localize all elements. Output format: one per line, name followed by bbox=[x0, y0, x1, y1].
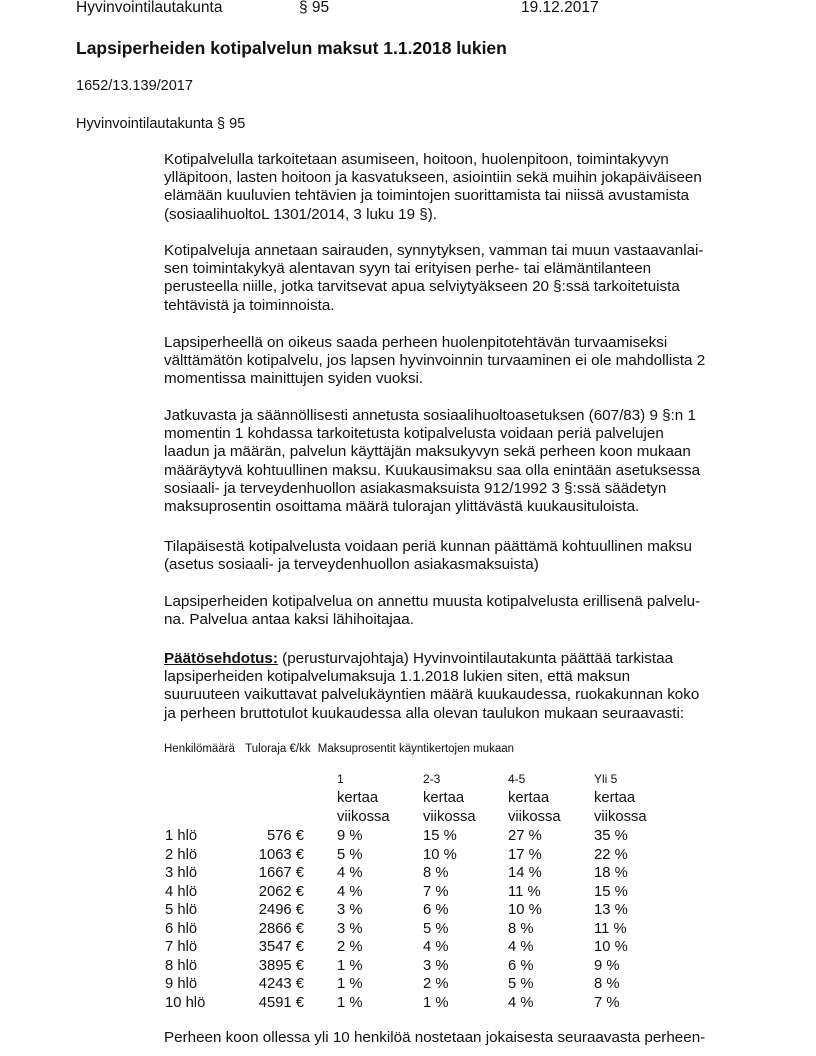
percent-cell: 6 % bbox=[508, 957, 534, 974]
text-line: Lapsiperheellä on oikeus saada perheen huolenpitotehtävän turvaamiseksi bbox=[164, 334, 668, 351]
text-line: ylläpitoon, lasten hoitoon ja kasvatukseen, asiointiin sekä muihin jokapäiväiseen bbox=[164, 169, 702, 187]
percent-cell: 3 % bbox=[337, 902, 363, 918]
text-line: elämään kuuluvien tehtävien ja toimintojen suorittamista tai niissä avustamista bbox=[164, 187, 690, 205]
text-line: Kotipalveluja annetaan sairauden, synnytyksen, vamman tai muun vastaavanlai- bbox=[164, 242, 704, 259]
text-line: suuruuteen vaikuttavat palvelukäyntien määrä kuukaudessa, ruokakunnan koko bbox=[164, 686, 700, 704]
persons-cell: 3 hlö bbox=[165, 865, 198, 881]
percent-cell: 6 % bbox=[423, 902, 449, 918]
table-row bbox=[0, 994, 816, 1013]
column-header-1 bbox=[337, 772, 390, 826]
income-limit-cell: 576 € bbox=[266, 828, 304, 844]
persons-cell: 6 hlö bbox=[165, 920, 198, 937]
table-row bbox=[0, 957, 816, 976]
income-limit-cell: 1063 € bbox=[258, 846, 304, 863]
percent-cell: 4 % bbox=[508, 939, 534, 955]
percent-cell: 5 % bbox=[423, 920, 449, 937]
persons-cell: 9 hlö bbox=[165, 976, 198, 992]
percent-cell: 35 % bbox=[594, 828, 628, 844]
column-header-2 bbox=[423, 772, 476, 826]
percent-cell: 5 % bbox=[508, 976, 534, 992]
record-number: 1652/13.139/2017 bbox=[76, 78, 193, 94]
header-date: 19.12.2017 bbox=[521, 0, 599, 16]
income-limit-cell: 4243 € bbox=[258, 976, 304, 992]
visit-unit: kertaa bbox=[508, 790, 550, 806]
percent-cell: 9 % bbox=[337, 828, 363, 844]
persons-cell: 5 hlö bbox=[165, 902, 198, 918]
paragraph-continuous-fee bbox=[164, 407, 744, 516]
percent-cell: 10 % bbox=[423, 846, 457, 863]
document-title: Lapsiperheiden kotipalvelun maksut 1.1.2018 lukien bbox=[76, 38, 507, 58]
table-row bbox=[0, 827, 816, 846]
text-line: lapsiperheiden kotipalvelumaksuja 1.1.2018 lukien siten, että maksun bbox=[164, 668, 631, 686]
percent-cell: 18 % bbox=[594, 865, 628, 881]
header-persons: Henkilömäärä bbox=[164, 743, 235, 755]
proposal-label: Päätösehdotus: bbox=[164, 650, 278, 667]
visit-unit: kertaa bbox=[337, 790, 379, 806]
percent-cell: 11 % bbox=[508, 883, 541, 900]
paragraph-temporary-fee bbox=[164, 538, 744, 574]
text-line: momentin 1 kohdassa tarkoitetusta kotipalvelusta voidaan periä palvelujen bbox=[164, 425, 664, 443]
visit-count: 4-5 bbox=[508, 772, 526, 786]
percent-cell: 11 % bbox=[594, 920, 627, 937]
percent-cell: 4 % bbox=[423, 939, 449, 955]
income-limit-cell: 3895 € bbox=[258, 957, 304, 974]
percent-cell: 15 % bbox=[594, 883, 628, 900]
table-row bbox=[0, 846, 816, 865]
paragraph-family-right bbox=[164, 334, 744, 389]
percent-cell: 13 % bbox=[594, 902, 628, 918]
percent-cell: 3 % bbox=[423, 957, 449, 974]
percent-cell: 1 % bbox=[423, 994, 449, 1011]
percent-cell: 10 % bbox=[508, 902, 542, 918]
percent-cell: 7 % bbox=[423, 883, 449, 900]
visit-per: viikossa bbox=[508, 808, 561, 825]
text-line: na. Palvelua antaa kaksi lähihoitajaa. bbox=[164, 611, 414, 629]
percent-cell: 2 % bbox=[337, 939, 363, 955]
paragraph-separate-service bbox=[164, 593, 744, 629]
paragraph-eligibility bbox=[164, 242, 744, 315]
income-limit-cell: 4591 € bbox=[258, 994, 304, 1011]
visit-per: viikossa bbox=[423, 808, 476, 825]
text-line: sen toimintakykyä alentavan syyn tai erityisen perhe- tai elämäntilanteen bbox=[164, 260, 652, 278]
committee-section: Hyvinvointilautakunta § 95 bbox=[76, 116, 246, 132]
column-header-4 bbox=[594, 772, 647, 826]
persons-cell: 2 hlö bbox=[165, 846, 198, 863]
text-line: laadun ja määrän, palvelun käyttäjän maksukyvyn sekä perheen koon mukaan bbox=[164, 443, 691, 461]
table-row bbox=[0, 938, 816, 957]
text-line: sosiaali- ja terveydenhuollon asiakasmaksuista 912/1992 3 §:ssä säädetyn bbox=[164, 479, 667, 497]
text-line: maksuprosentin osoittama määrä tulorajan ylittävästä kuukausituloista. bbox=[164, 498, 640, 516]
percent-cell: 5 % bbox=[337, 846, 363, 863]
percent-cell: 3 % bbox=[337, 920, 363, 937]
table-row bbox=[0, 864, 816, 883]
percent-cell: 22 % bbox=[594, 846, 628, 863]
text-line: perusteella niille, jotka tarvitsevat apua selviytyäkseen 20 §:ssä tarkoitetuista bbox=[164, 278, 680, 296]
text-line: (asetus sosiaali- ja terveydenhuollon asiakasmaksuista) bbox=[164, 556, 539, 574]
text-line: määräytyvä kohtuullinen maksu. Kuukausimaksu saa olla enintään asetuksessa bbox=[164, 461, 701, 479]
column-header-3 bbox=[508, 772, 561, 826]
persons-cell: 4 hlö bbox=[165, 883, 198, 900]
persons-cell: 8 hlö bbox=[165, 957, 198, 974]
persons-cell: 10 hlö bbox=[165, 994, 206, 1011]
percent-cell: 1 % bbox=[337, 976, 363, 992]
percent-cell: 2 % bbox=[423, 976, 449, 992]
percent-cell: 4 % bbox=[508, 994, 534, 1011]
income-limit-cell: 2496 € bbox=[258, 902, 304, 918]
income-limit-cell: 1667 € bbox=[258, 865, 304, 881]
income-limit-cell: 3547 € bbox=[258, 939, 304, 955]
visit-per: viikossa bbox=[337, 808, 390, 825]
table-row bbox=[0, 975, 816, 994]
proposal-first-line-text: (perusturvajohtaja) Hyvinvointilautakunta päättää tarkistaa bbox=[277, 650, 674, 667]
text-line: Tilapäisestä kotipalvelusta voidaan periä kunnan päättämä kohtuullinen maksu bbox=[164, 538, 692, 555]
paragraph-definition bbox=[164, 151, 744, 224]
visit-count: 2-3 bbox=[423, 772, 441, 786]
persons-cell: 7 hlö bbox=[165, 939, 198, 955]
percent-cell: 27 % bbox=[508, 828, 542, 844]
percent-cell: 17 % bbox=[508, 846, 542, 863]
table-row bbox=[0, 920, 816, 939]
income-limit-cell: 2062 € bbox=[258, 883, 304, 900]
header-section: § 95 bbox=[299, 0, 330, 16]
text-line: Lapsiperheiden kotipalvelua on annettu muusta kotipalvelusta erillisenä palvelu- bbox=[164, 593, 701, 610]
percent-cell: 1 % bbox=[337, 957, 363, 974]
visit-count: Yli 5 bbox=[594, 772, 618, 786]
percent-cell: 10 % bbox=[594, 939, 628, 955]
text-line: ja perheen bruttotulot kuukaudessa alla olevan taulukon mukaan seuraavasti: bbox=[164, 704, 685, 722]
percent-cell: 4 % bbox=[337, 883, 363, 900]
table-row bbox=[0, 901, 816, 920]
income-limit-cell: 2866 € bbox=[258, 920, 304, 937]
percent-cell: 1 % bbox=[337, 994, 363, 1011]
text-line: (sosiaalihuoltoL 1301/2014, 3 luku 19 §). bbox=[164, 205, 438, 223]
percent-cell: 8 % bbox=[423, 865, 449, 881]
text-line: momentissa mainittujen syiden vuoksi. bbox=[164, 370, 424, 388]
percent-cell: 9 % bbox=[594, 957, 620, 974]
persons-cell: 1 hlö bbox=[165, 828, 198, 844]
percent-cell: 4 % bbox=[337, 865, 363, 881]
visit-count: 1 bbox=[337, 772, 344, 786]
header-percentages: Maksuprosentit käyntikertojen mukaan bbox=[317, 743, 515, 755]
header-income-limit: Tuloraja €/kk bbox=[245, 743, 311, 755]
visit-unit: kertaa bbox=[423, 790, 465, 806]
text-line: Kotipalvelulla tarkoitetaan asumiseen, hoitoon, huolenpitoon, toimintakyvyn bbox=[164, 151, 669, 168]
percent-cell: 7 % bbox=[594, 994, 620, 1011]
table-row bbox=[0, 883, 816, 902]
fee-table-header bbox=[164, 742, 514, 757]
decision-proposal bbox=[164, 650, 744, 723]
text-line: tehtävistä ja toiminnoista. bbox=[164, 296, 335, 314]
text-line: välttämätön kotipalvelu, jos lapsen hyvinvoinnin turvaaminen ei ole mahdollista 2 bbox=[164, 352, 706, 370]
text-line: Jatkuvasta ja säännöllisesti annetusta sosiaalihuoltoasetuksen (607/83) 9 §:n 1 bbox=[164, 407, 696, 424]
proposal-first-line bbox=[164, 650, 744, 668]
percent-cell: 8 % bbox=[508, 920, 534, 937]
percent-cell: 15 % bbox=[423, 828, 457, 844]
text-line: Perheen koon ollessa yli 10 henkilöä nostetaan jokaisesta seuraavasta perheen- bbox=[164, 1029, 706, 1046]
percent-cell: 14 % bbox=[508, 865, 542, 881]
percent-cell: 8 % bbox=[594, 976, 620, 992]
visit-per: viikossa bbox=[594, 808, 647, 825]
visit-unit: kertaa bbox=[594, 790, 636, 806]
header-committee: Hyvinvointilautakunta bbox=[76, 0, 223, 16]
paragraph-large-family bbox=[164, 1029, 744, 1047]
